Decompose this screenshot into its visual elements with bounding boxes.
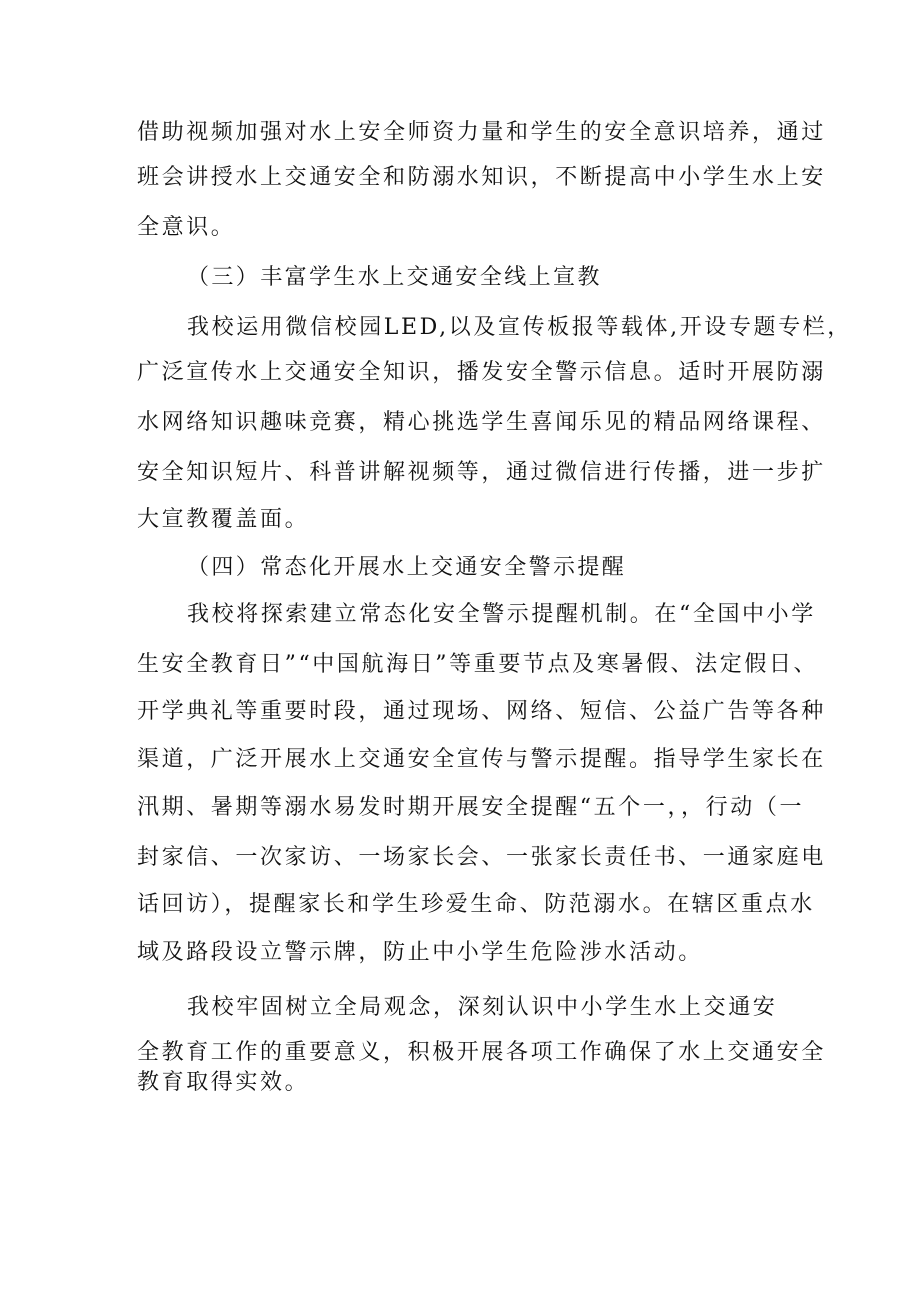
section-heading-3: （三）丰富学生水上交通安全线上宣教 [187,265,602,290]
section-heading-4: （四）常态化开展水上交通安全警示提醒 [187,555,627,580]
body-text-line: 借助视频加强对水上安全师资力量和学生的安全意识培养，通过 [137,120,826,145]
body-text-line: 安全知识短片、科普讲解视频等，通过微信进行传播，进一步扩 [137,460,826,485]
body-text-line: 我校牢固树立全局观念，深刻认识中小学生水上交通安 [187,995,778,1020]
body-text-line: 话回访），提醒家长和学生珍爱生命、防范溺水。在辖区重点水 [137,892,815,917]
body-text-line: 域及路段设立警示牌，防止中小学生危险涉水活动。 [137,940,703,965]
body-text-line: 渠道，广泛开展水上交通安全宣传与警示提醒。指导学生家长在 [137,747,826,772]
body-text-line: 我校运用微信校园LED,以及宣传板报等载体,开设专题专栏， [187,315,852,340]
body-text-line: 广泛宣传水上交通安全知识，播发安全警示信息。适时开展防溺 [137,360,826,385]
body-text-line: 生安全教育日”“中国航海日”等重要节点及寒暑假、法定假日、 [137,652,819,677]
body-text-line: 封家信、一次家访、一场家长会、一张家长责任书、一通家庭电 [137,845,826,870]
body-text-line: 教育取得实效。 [137,1070,310,1095]
body-text-line: 水网络知识趣味竞赛，精心挑选学生喜闻乐见的精品网络课程、 [137,410,826,435]
body-text-line: 汛期、暑期等溺水易发时期开展安全提醒“五个一，，行动（一 [137,795,805,820]
body-text-line: 大宣教覆盖面。 [137,507,310,532]
body-text-line: 开学典礼等重要时段，通过现场、网络、短信、公益广告等各种 [137,699,826,724]
body-text-line: 班会讲授水上交通安全和防溺水知识，不断提高中小学生水上安 [137,165,826,190]
body-text-line: 全教育工作的重要意义，积极开展各项工作确保了水上交通安全 [137,1040,826,1065]
body-text-line: 我校将探索建立常态化安全警示提醒机制。在“全国中小学 [187,602,816,627]
body-text-line: 全意识。 [137,215,236,240]
